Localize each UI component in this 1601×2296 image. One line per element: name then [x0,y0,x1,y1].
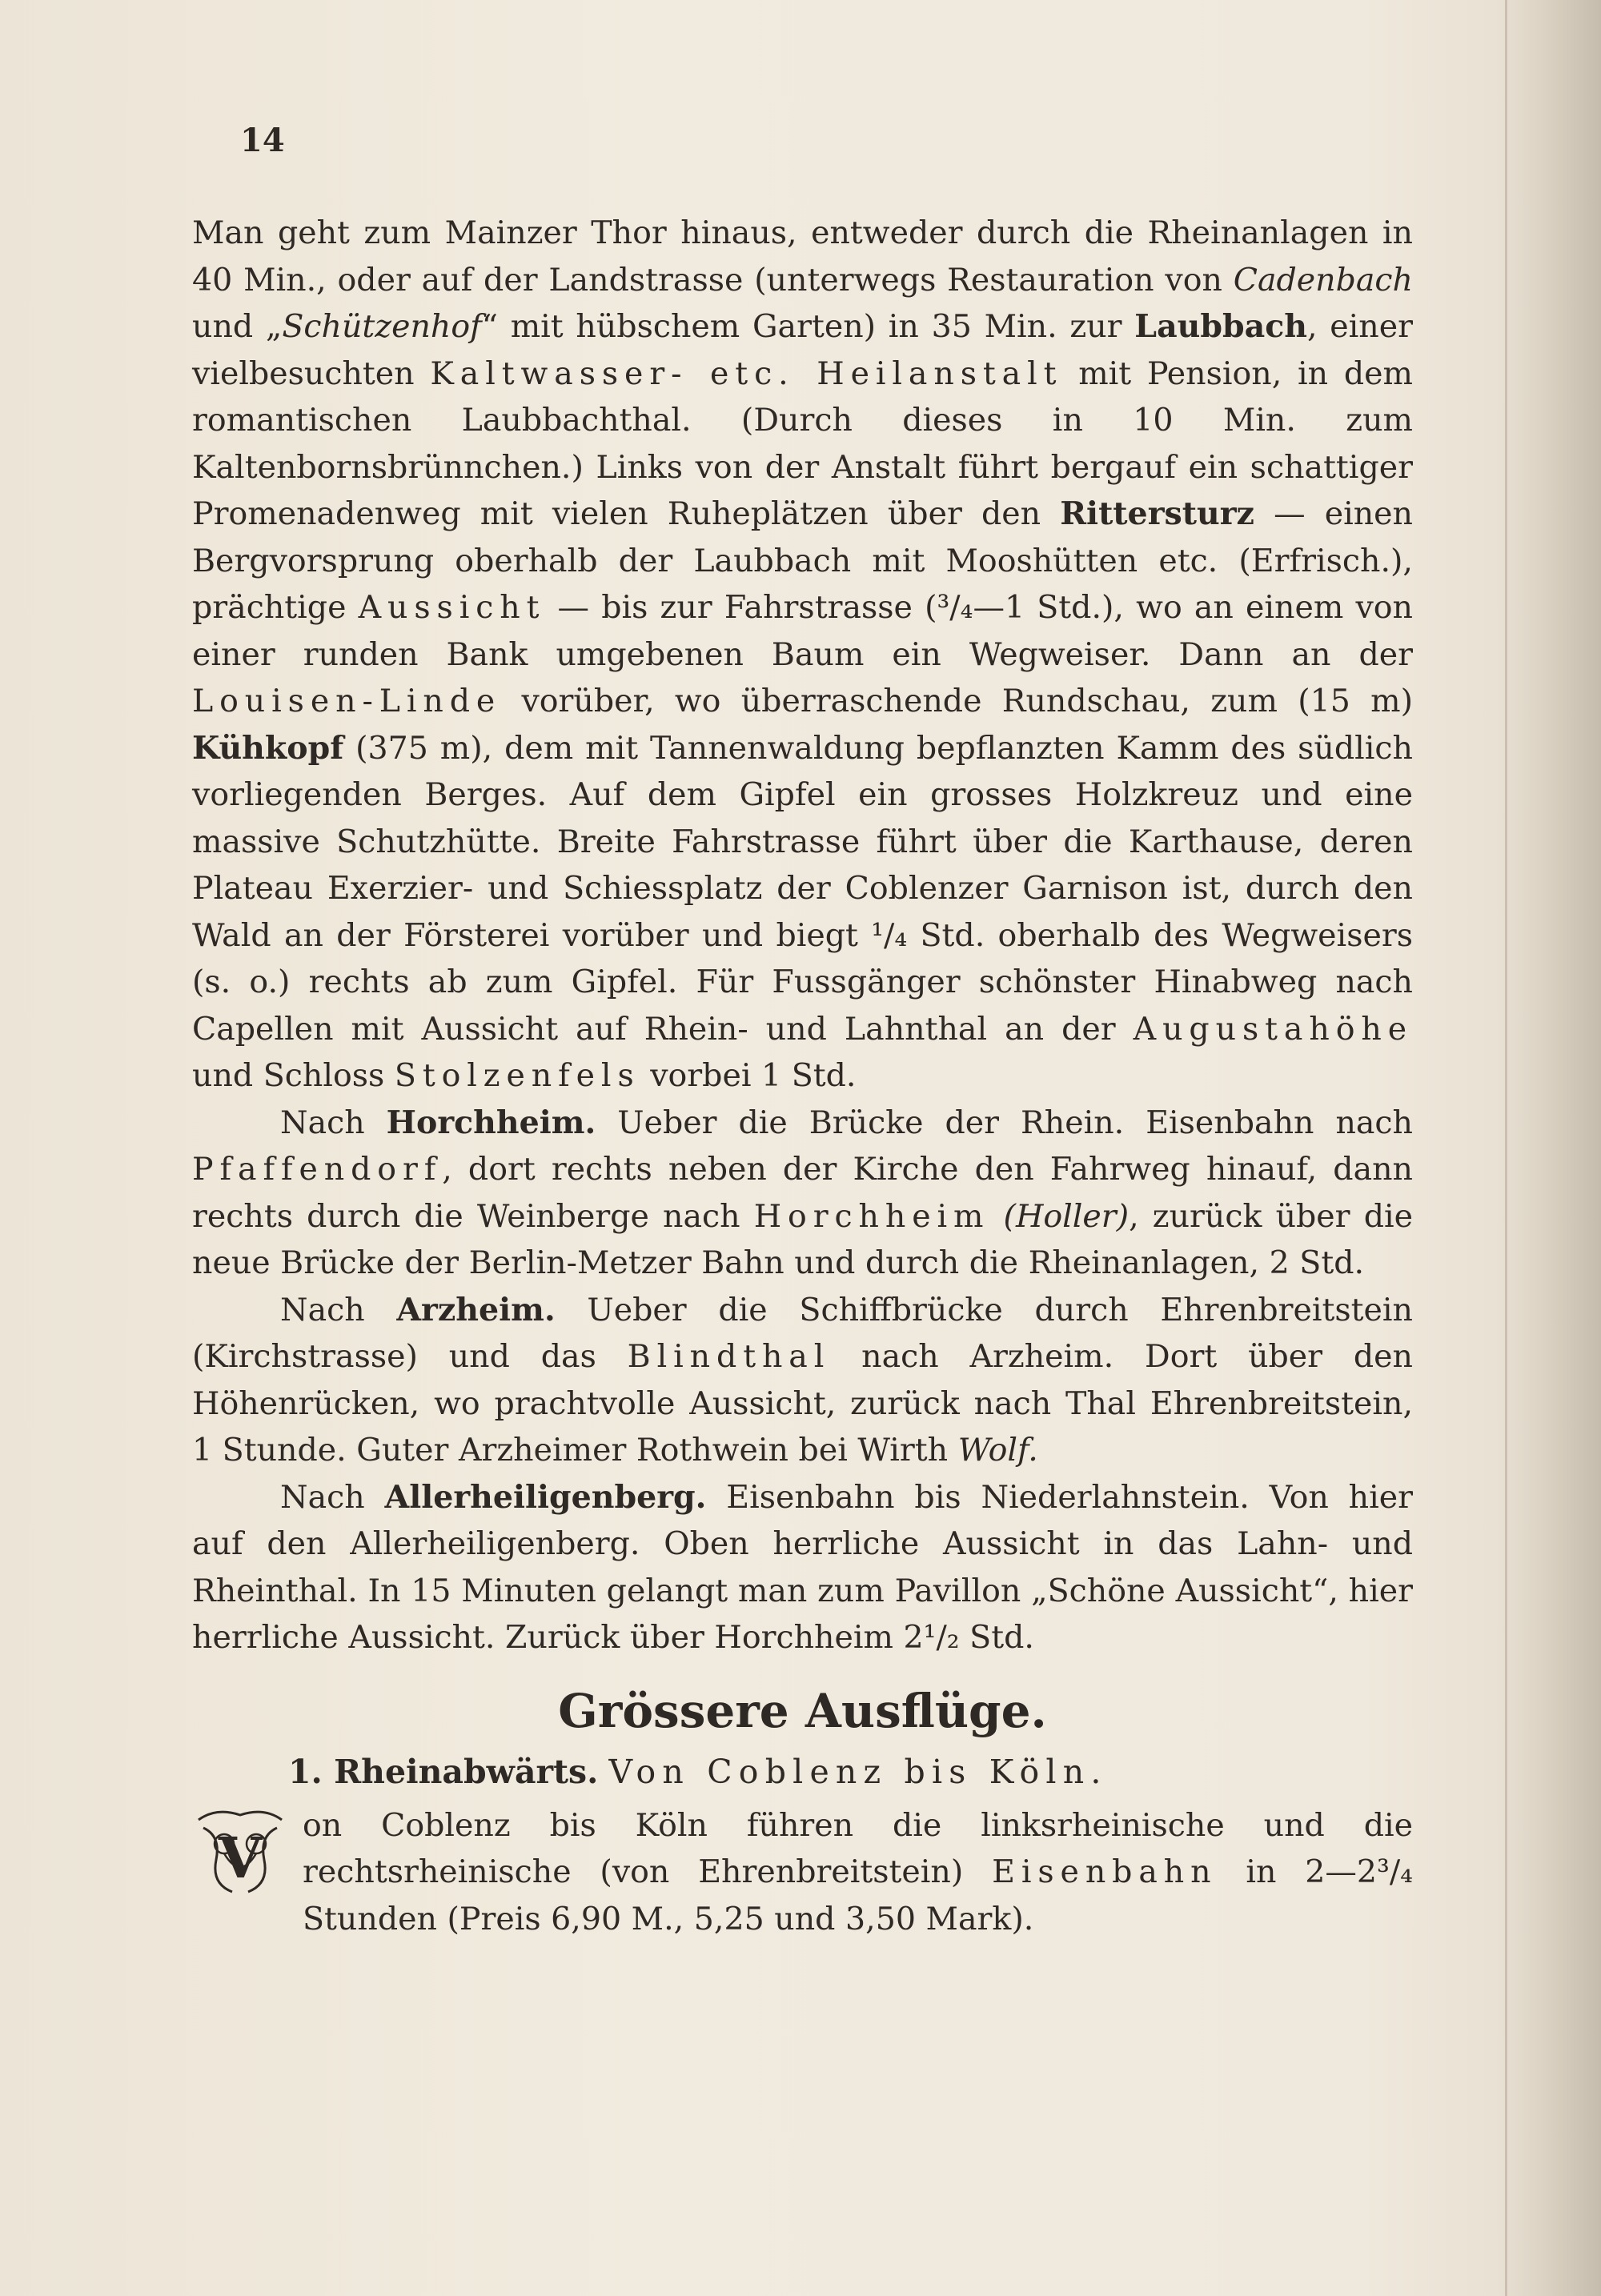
body-text [192,210,1413,1942]
section-heading: Grössere Ausflüge. [558,1683,1047,1738]
page-number: 14 [240,122,285,159]
subsection-heading [192,1746,1413,1797]
page-gutter-shadow [1497,0,1601,2296]
ornament-icon [192,1804,288,1900]
paragraph-allerheiligenberg: Nach Allerheiligenberg. Eisenbahn bis Niederlahnstein. Von hier auf den Allerheiligenberg. Oben herrliche Aussicht in das Lahn- und Rheinthal. In 15 Minuten gelangt man zum Pavillon „Schöne Aussicht“, hier herrliche Aussicht. Zurück über Horchheim 2¹/₂ Std. [192,1478,1413,1656]
subsection-number: 1. Rheinabwärts. [288,1752,599,1791]
paragraph-horchheim: Nach Horchheim. Ueber die Brücke der Rhein. Eisenbahn nach Pfaffendorf, dort rechts neben der Kirche den Fahrweg hinauf, dann rechts durch die Weinberge nach Horchheim (Holler), zurück über die neue Brücke der Berlin-Metzer Bahn und durch die Rheinanlagen, 2 Std. [192,1104,1413,1281]
subsection-title: Von Coblenz bis Köln. [608,1752,1108,1791]
page-edge-line [1505,0,1507,2296]
svg-text:V: V [218,1824,263,1891]
paragraph-laubbach: Man geht zum Mainzer Thor hinaus, entweder durch die Rheinanlagen in 40 Min., oder auf der Landstrasse (unterwegs Restauration von Cadenbach und „Schützenhof“ mit hübschem Garten) in 35 Min. zur Laubbach, einer vielbesuchten Kaltwasser- etc. Heilanstalt mit Pension, in dem romantischen Laubbachthal. (Durch dieses in 10 Min. zum Kaltenbornsbrünnchen.) Links von der Anstalt führt bergauf ein schattiger Promenadenweg mit vielen Ruheplätzen über den Rittersturz — einen Bergvorsprung oberhalb der Laubbach mit Mooshütten etc. (Erfrisch.), prächtige Aussicht — bis zur Fahrstrasse (³/₄—1 Std.), wo an einem von einer runden Bank umgebenen Baum ein Wegweiser. Dann an der Louisen-Linde vorüber, wo überraschende Rundschau, zum (15 m) Kühkopf (375 m), dem mit Tannenwaldung bepflanzten Kamm des südlich vorliegenden Berges. Auf dem Gipfel ein grosses Holzkreuz und eine massive Schutzhütte. Breite Fahrstrasse führt über die Karthause, deren Plateau Exerzier- und Schiessplatz der Coblenzer Garnison ist, durch den Wald an der Försterei vorüber und biegt ¹/₄ Std. oberhalb des Wegweisers (s. o.) rechts ab zum Gipfel. Für Fussgänger schönster Hinabweg nach Capellen mit Aussicht auf Rhein- und Lahnthal an der Augustahöhe und Schloss Stolzenfels vorbei 1 Std. [192,214,1413,1094]
paragraph-arzheim: Nach Arzheim. Ueber die Schiffbrücke durch Ehrenbreitstein (Kirchstrasse) und das Blindthal nach Arzheim. Dort über den Höhenrücken, wo prachtvolle Aussicht, zurück nach Thal Ehrenbreitstein, 1 Stunde. Guter Arzheimer Rothwein bei Wirth Wolf. [192,1291,1413,1469]
paragraph-coblenz-koeln: V on Coblenz bis Köln führen die linksrheinische und die rechtsrheinische (von Ehrenbreitstein) Eisenbahn in 2—2³/₄ Stunden (Preis 6,90 M., 5,25 und 3,50 Mark). [192,1802,1413,1943]
decorative-initial [192,1804,288,1900]
